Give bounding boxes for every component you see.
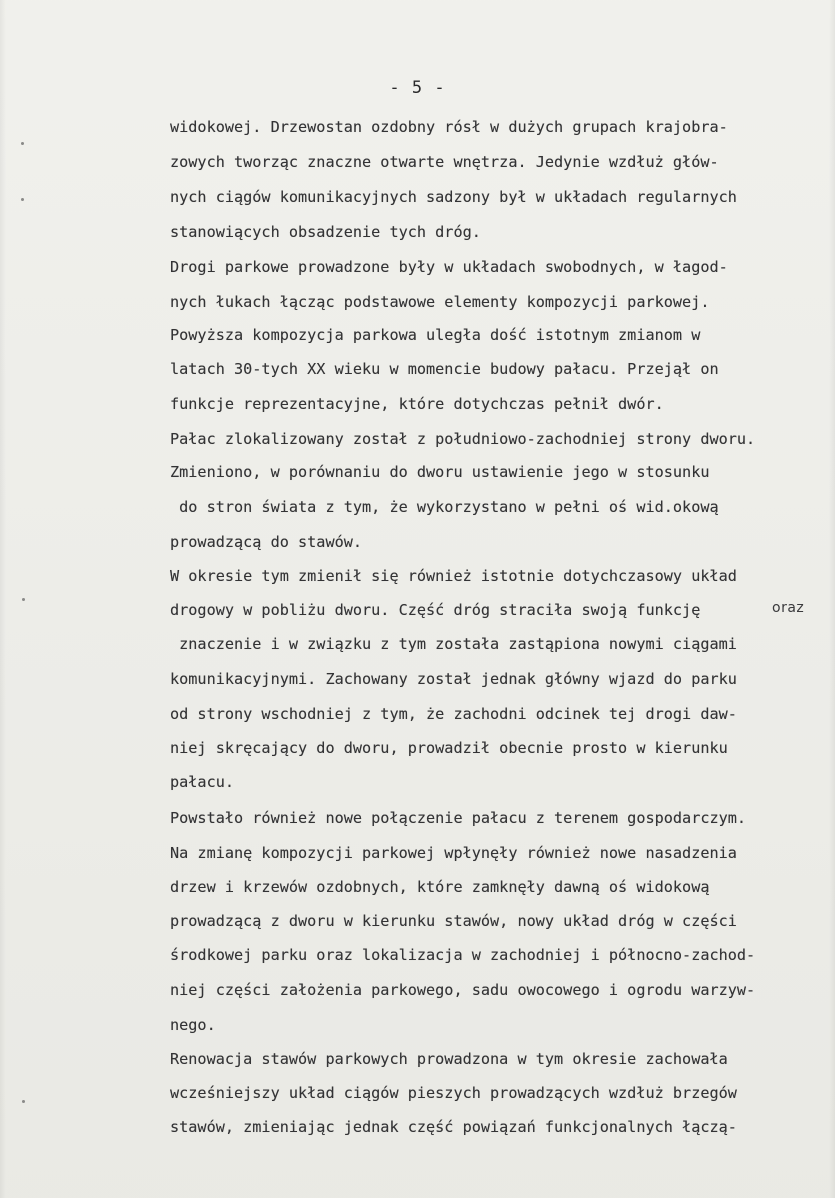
text-line: Drogi parkowe prowadzone były w układach swobodnych, w łagod- <box>170 258 728 276</box>
text-line: stanowiących obsadzenie tych dróg. <box>170 223 481 241</box>
text-line: stawów, zmieniając jednak część powiązań funkcjonalnych łączą- <box>170 1118 737 1136</box>
text-line: W okresie tym zmienił się również istotnie dotychczasowy układ <box>170 567 737 585</box>
text-line: Zmieniono, w porównaniu do dworu ustawienie jego w stosunku <box>170 463 710 481</box>
text-line: Powstało również nowe połączenie pałacu z terenem gospodarczym. <box>170 809 747 827</box>
punch-hole-mark <box>22 1100 25 1103</box>
page-number: - 5 - <box>389 78 446 98</box>
punch-hole-mark <box>22 598 25 601</box>
text-line: niej skręcający do dworu, prowadził obecnie prosto w kierunku <box>170 739 728 757</box>
text-line: do stron świata z tym, że wykorzystano w pełni oś wid.okową <box>170 498 719 516</box>
text-line: środkowej parku oraz lokalizacja w zachodniej i północno-zachod- <box>170 946 756 964</box>
text-line: nych łukach łącząc podstawowe elementy kompozycji parkowej. <box>170 293 710 311</box>
text-line: Na zmianę kompozycji parkowej wpłynęły również nowe nasadzenia <box>170 844 737 862</box>
text-line: wcześniejszy układ ciągów pieszych prowadzących wzdłuż brzegów <box>170 1084 737 1102</box>
handwritten-note: oraz <box>772 600 805 616</box>
text-line: funkcje reprezentacyjne, które dotychczas pełnił dwór. <box>170 395 664 413</box>
text-line: niej części założenia parkowego, sadu owocowego i ogrodu warzyw- <box>170 981 756 999</box>
text-line: nych ciągów komunikacyjnych sadzony był w układach regularnych <box>170 188 737 206</box>
punch-hole-mark <box>21 142 24 145</box>
text-line: latach 30-tych XX wieku w momencie budowy pałacu. Przejął on <box>170 360 719 378</box>
text-line: prowadzącą z dworu w kierunku stawów, nowy układ dróg w części <box>170 912 737 930</box>
text-line: Powyższa kompozycja parkowa uległa dość istotnym zmianom w <box>170 326 701 344</box>
text-line: drzew i krzewów ozdobnych, które zamknęły dawną oś widokową <box>170 878 710 896</box>
text-line: znaczenie i w związku z tym została zastąpiona nowymi ciągami <box>170 635 737 653</box>
text-line: prowadzącą do stawów. <box>170 533 363 551</box>
text-line: zowych tworząc znaczne otwarte wnętrza. Jedynie wzdłuż głów- <box>170 153 719 171</box>
text-line: komunikacyjnymi. Zachowany został jednak główny wjazd do parku <box>170 670 737 688</box>
text-line: Pałac zlokalizowany został z południowo-zachodniej strony dworu. <box>170 430 756 448</box>
text-line: nego. <box>170 1016 216 1034</box>
text-line: pałacu. <box>170 773 235 791</box>
text-line: widokowej. Drzewostan ozdobny rósł w dużych grupach krajobra- <box>170 118 728 136</box>
punch-hole-mark <box>21 198 24 201</box>
text-line: Renowacja stawów parkowych prowadzona w tym okresie zachowała <box>170 1050 728 1068</box>
text-line: drogowy w pobliżu dworu. Część dróg straciła swoją funkcję <box>170 601 701 619</box>
text-line: od strony wschodniej z tym, że zachodni odcinek tej drogi daw- <box>170 705 737 723</box>
